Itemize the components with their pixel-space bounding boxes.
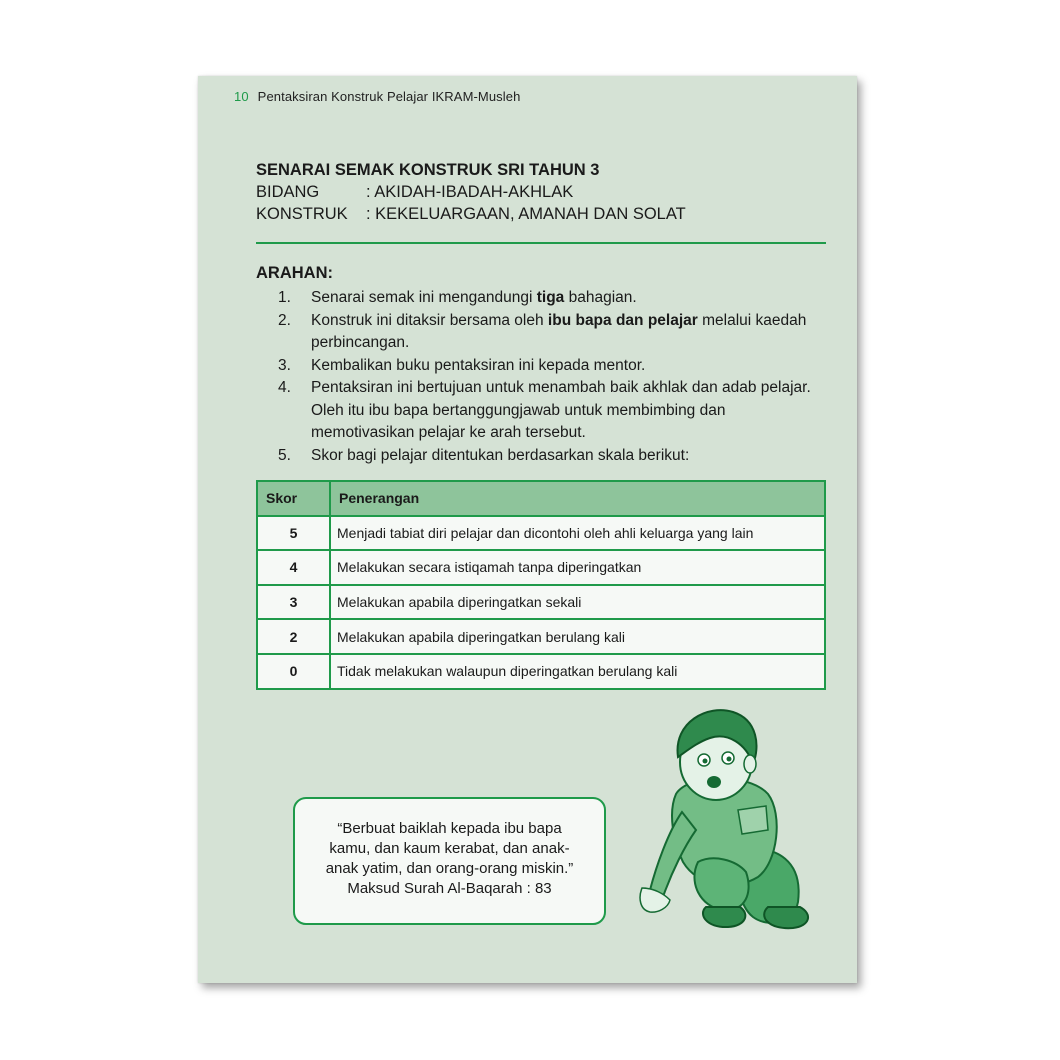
list-item-text: Kembalikan buku pentaksiran ini kepada mentor. <box>311 356 646 374</box>
quote-line: kamu, dan kaum kerabat, dan anak- <box>329 840 570 857</box>
skor-cell: 0 <box>257 654 330 689</box>
list-item <box>256 377 831 445</box>
list-item-number: 4. <box>278 379 291 396</box>
skor-cell: 3 <box>257 585 330 620</box>
list-item-text-bold: tiga <box>536 289 565 306</box>
konstruk-label: KONSTRUK <box>256 205 348 223</box>
list-item-number: 1. <box>278 289 291 306</box>
table-row <box>257 654 825 689</box>
title-block <box>256 159 686 225</box>
list-item-number: 2. <box>278 311 291 329</box>
child-pupil <box>727 757 732 762</box>
child-shoe <box>764 907 808 928</box>
quote-source: Maksud Surah Al-Baqarah : 83 <box>347 880 552 897</box>
konstruk-value: : KEKELUARGAAN, AMANAH DAN SOLAT <box>366 205 686 223</box>
running-header <box>234 89 520 104</box>
table-row <box>257 619 825 654</box>
list-item-text-pre: Konstruk ini ditaksir bersama oleh <box>311 311 548 329</box>
list-item-number: 3. <box>278 356 291 374</box>
table-row <box>257 550 825 585</box>
arahan-heading: ARAHAN: <box>256 264 333 282</box>
quote-box <box>293 797 606 925</box>
list-item-text-post: bahagian. <box>564 289 637 306</box>
desc-cell: Menjadi tabiat diri pelajar dan dicontohi oleh ahli keluarga yang lain <box>330 516 825 551</box>
list-item-text: Pentaksiran ini bertujuan untuk menambah baik akhlak dan adab pelajar. Oleh itu ibu bapa bertanggungjawab untuk membimbing dan memotivasikan pelajar ke arah tersebut. <box>311 379 811 441</box>
list-item-text: Skor bagi pelajar ditentukan berdasarkan skala berikut: <box>311 446 690 464</box>
skor-cell: 5 <box>257 516 330 551</box>
table-row <box>257 516 825 551</box>
list-item-text <box>311 310 831 355</box>
skor-cell: 4 <box>257 550 330 585</box>
running-title: Pentaksiran Konstruk Pelajar IKRAM-Musleh <box>257 89 521 104</box>
list-item-text-bold: ibu bapa dan pelajar <box>547 311 698 329</box>
list-item <box>256 445 831 468</box>
page-number: 10 <box>234 89 249 104</box>
table-row <box>257 585 825 620</box>
list-item <box>256 355 831 378</box>
book-page <box>198 76 857 983</box>
header-skor: Skor <box>257 481 330 516</box>
child-shoe <box>703 907 745 927</box>
arahan-list <box>256 287 831 467</box>
bidang-label: BIDANG <box>256 183 320 201</box>
list-item <box>256 310 831 355</box>
child-leg <box>694 858 748 910</box>
desc-cell: Melakukan apabila diperingatkan berulang kali <box>330 619 825 654</box>
list-item-text <box>311 287 831 310</box>
list-item-text-pre: Senarai semak ini mengandungi <box>311 289 537 306</box>
table-header-row <box>257 481 825 516</box>
score-table <box>256 480 826 690</box>
divider <box>256 242 826 244</box>
header-penerangan: Penerangan <box>330 481 825 516</box>
quote-line: anak yatim, dan orang-orang miskin.” <box>325 860 574 877</box>
list-item-text-post: melalui kaedah perbincangan. <box>311 311 807 351</box>
child-pupil <box>703 759 708 764</box>
bidang-row <box>256 181 686 203</box>
page-title: SENARAI SEMAK KONSTRUK SRI TAHUN 3 <box>256 161 600 179</box>
konstruk-row <box>256 203 686 225</box>
child-mouth <box>707 776 721 788</box>
bidang-value: : AKIDAH-IBADAH-AKHLAK <box>366 183 574 201</box>
skor-cell: 2 <box>257 619 330 654</box>
child-pocket <box>738 806 768 834</box>
desc-cell: Melakukan apabila diperingatkan sekali <box>330 585 825 620</box>
list-item <box>256 287 831 310</box>
child-ear <box>744 755 756 773</box>
desc-cell: Tidak melakukan walaupun diperingatkan berulang kali <box>330 654 825 689</box>
desc-cell: Melakukan secara istiqamah tanpa diperingatkan <box>330 550 825 585</box>
child-illustration <box>628 702 828 937</box>
list-item-number: 5. <box>278 446 291 464</box>
quote-line: “Berbuat baiklah kepada ibu bapa <box>337 820 562 837</box>
